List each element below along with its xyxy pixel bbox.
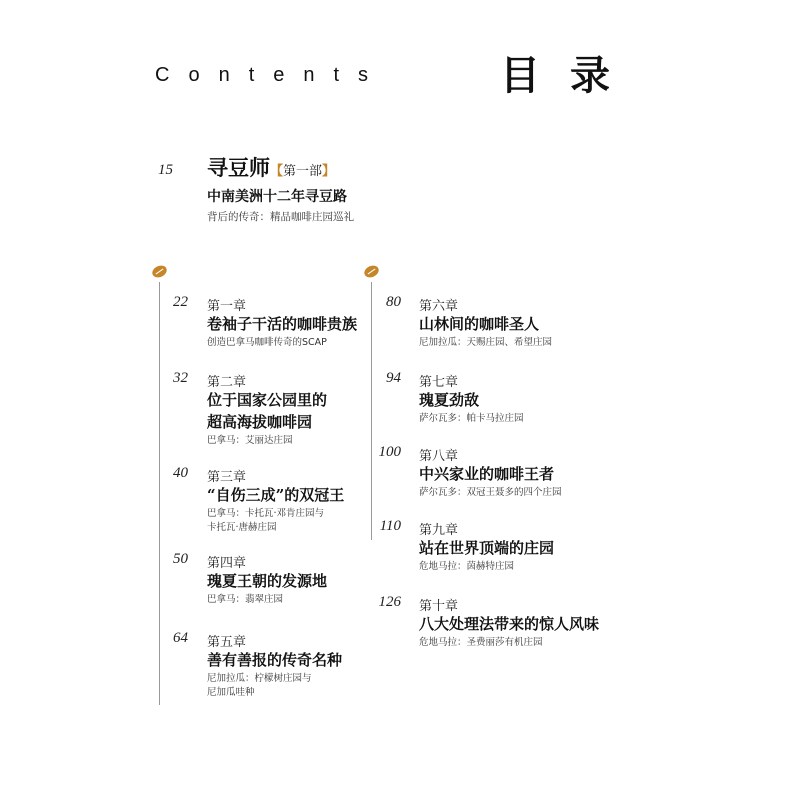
toc-title: 目录	[500, 53, 640, 99]
chapter-page-number: 94	[386, 370, 401, 386]
chapter-page-number: 100	[378, 444, 401, 460]
chapter-note: 巴拿马：艾丽达庄园	[207, 435, 293, 446]
chapter-note: 创造巴拿马咖啡传奇的SCAP	[207, 337, 327, 348]
chapter-title: “自伤三成”的双冠王	[207, 486, 345, 504]
chapter-label: 第十章	[419, 599, 459, 614]
chapter-title: 位于国家公园里的	[207, 391, 328, 409]
chapter-title: 中兴家业的咖啡王者	[419, 465, 555, 483]
chapter-page-number: 22	[173, 294, 188, 310]
chapter-page-number: 126	[378, 594, 401, 610]
chapter-note: 尼加拉瓜：柠檬树庄园与	[207, 673, 312, 684]
coffee-bean-icon	[150, 263, 168, 279]
chapter-label: 第二章	[207, 375, 247, 390]
right-column-rule	[371, 282, 372, 540]
chapter-label: 第九章	[419, 523, 459, 538]
chapter-note: 萨尔瓦多：双冠王聂多的四个庄园	[419, 487, 562, 498]
chapter-page-number: 80	[386, 294, 401, 310]
chapter-page-number: 110	[379, 518, 401, 534]
chapter-label: 第一章	[207, 299, 247, 314]
part1-tag: 【第一部】	[270, 164, 336, 179]
chapter-page-number: 64	[173, 630, 188, 646]
chapter-page-number: 50	[173, 551, 188, 567]
chapter-title: 瑰夏劲敌	[419, 391, 480, 409]
chapter-title: 卷袖子干活的咖啡贵族	[207, 315, 358, 333]
part1-subtitle: 中南美洲十二年寻豆路	[207, 189, 347, 205]
chapter-page-number: 32	[173, 370, 188, 386]
chapter-label: 第三章	[207, 470, 247, 485]
chapter-page-number: 40	[173, 465, 188, 481]
chapter-note: 危地马拉：茵赫特庄园	[419, 561, 515, 572]
part1-title-text: 寻豆师	[207, 155, 270, 180]
chapter-note: 卡托瓦·唐赫庄园	[207, 522, 277, 533]
chapter-title: 站在世界顶端的庄园	[419, 539, 555, 557]
part1-title[interactable]	[207, 152, 335, 182]
contents-heading: Contents	[155, 64, 388, 86]
chapter-title: 八大处理法带来的惊人风味	[419, 615, 600, 633]
chapter-note: 尼加拉瓜：天赐庄园、希望庄园	[419, 337, 553, 348]
chapter-label: 第六章	[419, 299, 459, 314]
chapter-label: 第八章	[419, 449, 459, 464]
chapter-title: 善有善报的传奇名种	[207, 651, 343, 669]
chapter-label: 第五章	[207, 635, 247, 650]
chapter-label: 第四章	[207, 556, 247, 571]
part1-page-number: 15	[158, 162, 173, 178]
chapter-title: 瑰夏王朝的发源地	[207, 572, 328, 590]
part1-note: 背后的传奇：精品咖啡庄园巡礼	[207, 211, 354, 223]
chapter-note: 尼加瓜哇种	[207, 687, 255, 698]
chapter-note: 巴拿马：卡托瓦·邓肯庄园与	[207, 508, 325, 519]
chapter-label: 第七章	[419, 375, 459, 390]
chapter-title: 超高海拔咖啡园	[207, 413, 313, 431]
chapter-note: 危地马拉：圣费丽莎有机庄园	[419, 637, 543, 648]
chapter-title: 山林间的咖啡圣人	[419, 315, 540, 333]
coffee-bean-icon	[362, 263, 380, 279]
chapter-note: 萨尔瓦多：帕卡马拉庄园	[419, 413, 524, 424]
chapter-note: 巴拿马：翡翠庄园	[207, 594, 284, 605]
